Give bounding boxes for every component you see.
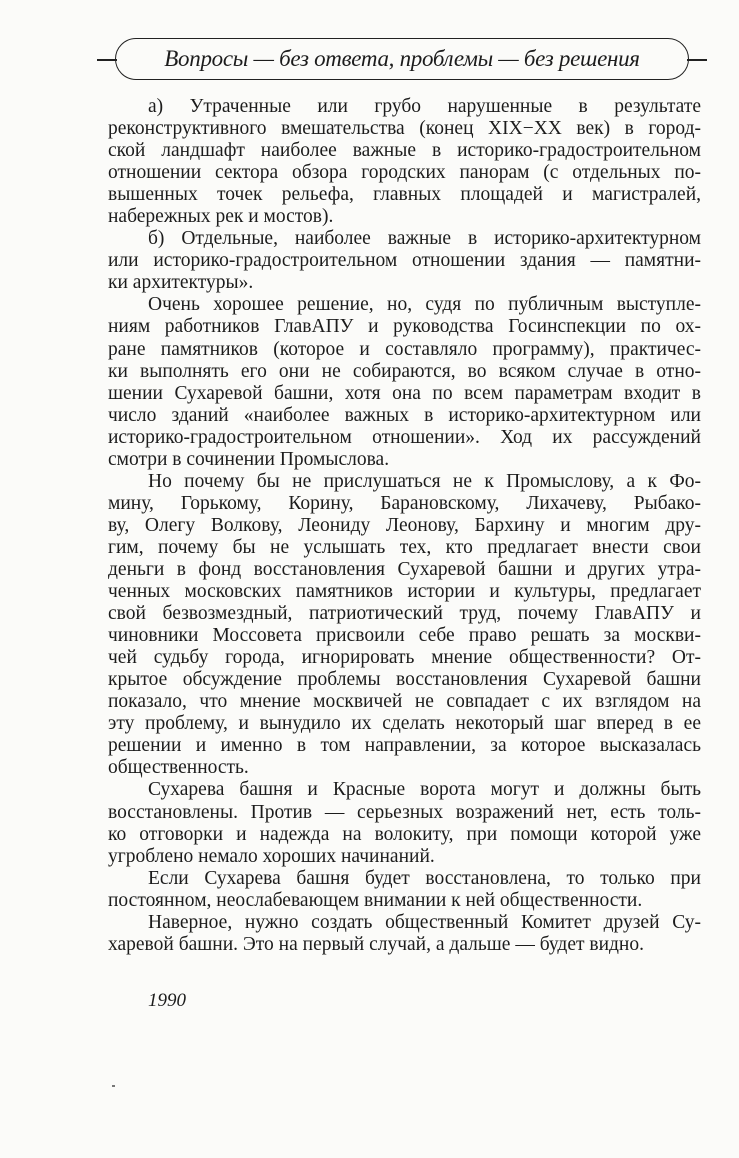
text-line: показало, что мнение москвичей не совпадает с их взглядом на: [108, 691, 701, 713]
body-text: [108, 96, 701, 956]
text-line: эту проблему, и вынудило их сделать некоторый шаг вперед в ее: [108, 713, 701, 735]
paragraph: [108, 96, 701, 228]
text-line: число зданий «наиболее важных в историко-архитектурном или: [108, 404, 701, 426]
text-line: чей судьбу города, игнорировать мнение общественности? От-: [108, 647, 701, 669]
text-line: угроблено немало хороших начинаний.: [108, 845, 435, 867]
text-line: ко отговорки и надежда на волокиту, при помощи которой уже: [108, 823, 701, 845]
header-rule-right: [687, 59, 707, 61]
header-rule-left: [97, 59, 117, 61]
text-line: ране памятников (которое и составляло программу), практичес-: [108, 338, 701, 360]
text-line: чиновники Моссовета присвоили себе право решать за москви-: [108, 625, 701, 647]
paragraph: [108, 868, 701, 912]
text-line: восстановлены. Против — серьезных возражений нет, есть толь-: [108, 801, 701, 823]
scan-speck: [112, 1085, 115, 1087]
text-line: историко-градостроительном отношении». Ход их рассуждений: [108, 426, 701, 448]
text-line: ниям работников ГлавАПУ и руководства Госинспекции по ох-: [108, 316, 701, 338]
header-title: Вопросы — без ответа, проблемы — без решения: [164, 46, 640, 71]
text-line: Если Сухарева башня будет восстановлена, то только при: [148, 867, 701, 889]
date: 1990: [148, 990, 186, 1011]
text-line: шении Сухаревой башни, хотя она по всем параметрам входит в: [108, 382, 701, 404]
text-line: гим, почему бы не услышать тех, кто предлагает внести свои: [108, 536, 701, 558]
text-line: б) Отдельные, наиболее важные в историко-архитектурном: [148, 228, 701, 250]
running-header: [97, 38, 707, 80]
text-line: крытое обсуждение проблемы восстановления Сухаревой башни: [108, 669, 701, 691]
paragraph: [108, 471, 701, 780]
text-line: смотри в сочинении Промыслова.: [108, 448, 390, 470]
text-line: Очень хорошее решение, но, судя по публичным выступле-: [148, 294, 701, 316]
header-frame: [115, 38, 689, 80]
text-line: вышенных точек рельефа, главных площадей и магистралей,: [108, 184, 701, 206]
text-line: отношении сектора обзора городских панорам (с отдельных по-: [108, 162, 701, 184]
text-line: постоянном, неослабевающем внимании к ней общественности.: [108, 889, 643, 911]
text-line: или историко-градостроительном отношении здания — памятни-: [108, 250, 701, 272]
text-line: мину, Горькому, Корину, Барановскому, Лихачеву, Рыбако-: [108, 492, 701, 514]
text-line: решении и именно в том направлении, за которое высказалась: [108, 735, 701, 757]
text-line: ки архитектуры».: [108, 272, 254, 294]
text-line: общественность.: [108, 757, 249, 779]
text-line: Но почему бы не прислушаться не к Промыслову, а к Фо-: [148, 470, 701, 492]
text-line: а) Утраченные или грубо нарушенные в результате: [148, 96, 701, 117]
text-line: свой безвозмездный, патриотический труд, почему ГлавАПУ и: [108, 603, 701, 625]
text-line: ки выполнять его они не собираются, во всяком случае в отно-: [108, 360, 701, 382]
text-line: ву, Олегу Волкову, Леониду Леонову, Бархину и многим дру-: [108, 514, 701, 536]
text-line: ской ландшафт наиболее важные в историко-градостроительном: [108, 140, 701, 162]
text-line: Сухарева башня и Красные ворота могут и должны быть: [148, 779, 701, 801]
text-line: ченных московских памятников истории и культуры, предлагает: [108, 581, 701, 603]
paragraph: [108, 779, 701, 867]
text-line: реконструктивного вмешательства (конец XIX−XX век) в город-: [108, 118, 701, 140]
paragraph: [108, 912, 701, 956]
paragraph: [108, 294, 701, 470]
text-line: набережных рек и мостов).: [108, 206, 334, 228]
paragraph: [108, 228, 701, 294]
text-line: деньги в фонд восстановления Сухаревой башни и других утра-: [108, 558, 701, 580]
text-line: харевой башни. Это на первый случай, а дальше — будет видно.: [108, 933, 644, 955]
text-line: Наверное, нужно создать общественный Комитет друзей Су-: [148, 911, 701, 933]
